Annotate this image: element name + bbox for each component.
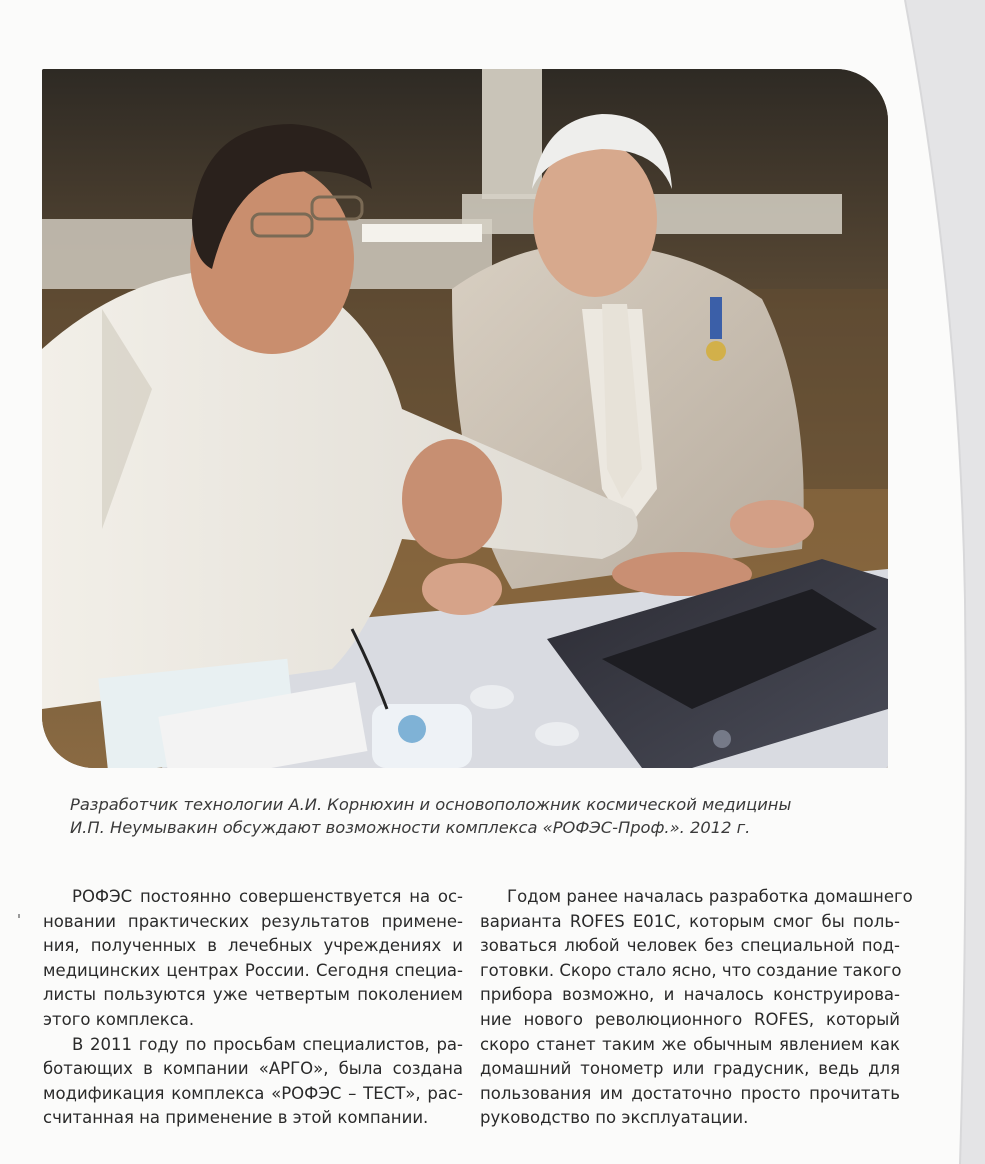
text-line: готовки. Скоро стало ясно, что создание такого: [480, 960, 902, 980]
text-line: домашний тонометр или градусник, ведь для: [480, 1059, 900, 1079]
photograph: [42, 69, 888, 768]
text-line: медицинских центрах России. Сегодня специа-: [43, 960, 463, 980]
text-line: варианта ROFES E01C, которым смог бы поль-: [480, 911, 900, 931]
text-line: В 2011 году по просьбам специалистов, ра-: [72, 1034, 463, 1054]
margin-mark: [18, 914, 20, 918]
text-line: новании практических результатов примене-: [43, 911, 463, 931]
text-line: Годом ранее началась разработка домашнего: [507, 887, 913, 906]
right-column: [480, 885, 913, 1131]
text-line: зоваться любой человек без специальной под-: [480, 936, 900, 956]
text-line: скоро станет таким же обычным явлением как: [480, 1034, 900, 1054]
text-line: модификация комплекса «РОФЭС – ТЕСТ», рас-: [43, 1083, 463, 1103]
text-line: считанная на применение в этой компании.: [43, 1108, 429, 1128]
text-line: руководство по эксплуатации.: [480, 1108, 749, 1128]
left-column: [43, 885, 463, 1131]
text-line: РОФЭС постоянно совершенствуется на ос-: [72, 887, 463, 906]
text-line: этого комплекса.: [43, 1009, 195, 1029]
photograph-icon: [42, 69, 888, 768]
text-line: пользования им достаточно просто прочитать: [480, 1083, 900, 1103]
photo-caption: [70, 793, 870, 839]
caption-line: И.П. Неумывакин обсуждают возможности комплекса «РОФЭС-Проф.». 2012 г.: [70, 818, 751, 837]
text-line: ботающих в компании «АРГО», была создана: [43, 1059, 463, 1079]
caption-line: Разработчик технологии А.И. Корнюхин и основоположник космической медицины: [70, 795, 792, 814]
text-line: ния, полученных в лечебных учреждениях и: [43, 936, 463, 956]
text-line: ние нового революционного ROFES, который: [480, 1009, 900, 1029]
text-line: прибора возможно, и началось конструирова-: [480, 985, 900, 1005]
text-line: листы пользуются уже четвертым поколением: [43, 985, 463, 1005]
